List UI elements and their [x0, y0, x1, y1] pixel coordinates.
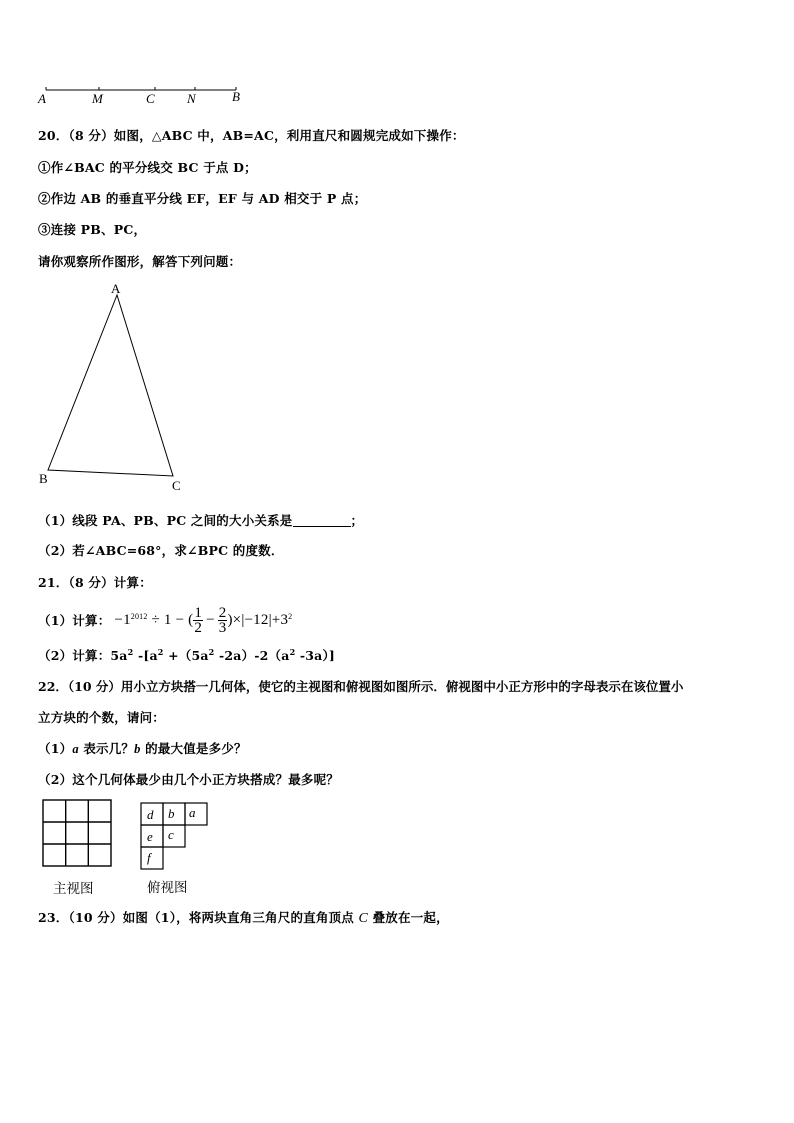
top-view-letter-b: b	[168, 806, 175, 821]
expr2-sup4: 2	[289, 646, 296, 657]
q22-header-line2: 立方块的个数，请问：	[38, 710, 166, 725]
q23-post: 叠放在一起，	[368, 910, 449, 925]
q20-header: 20．（8 分）如图，△ABC 中，AB=AC，利用直尺和圆规完成如下操作：	[38, 128, 465, 143]
q20-prompt: 请你观察所作图形，解答下列问题：	[38, 254, 242, 269]
q20-step3: ③连接 PB、PC，	[38, 222, 147, 237]
expr1-tail: )×|−12|+3	[227, 611, 289, 628]
expr2-sup3: 2	[208, 646, 215, 657]
expr2-part5: -3a）]	[295, 648, 336, 663]
expr1-minus-one: −1	[114, 611, 131, 628]
q22-part1-post: 的最大值是多少？	[140, 741, 247, 756]
segment-label-a: A	[38, 91, 46, 106]
expr1-minus: −	[206, 611, 215, 628]
triangle-figure	[40, 280, 190, 490]
top-view-caption: 俯视图	[147, 880, 188, 896]
q20-part1-text: （1）线段 PA、PB、PC 之间的大小关系是	[38, 513, 293, 528]
triangle-label-b: B	[39, 471, 48, 486]
q22-part1-mid: 表示几？	[78, 741, 135, 756]
front-view-figure	[40, 798, 115, 870]
q21-part1-label: （1）计算：	[38, 613, 111, 628]
q21-header: 21．（8 分）计算：	[38, 575, 152, 590]
q21-part2	[38, 646, 335, 664]
expr2-sup1: 2	[127, 646, 134, 657]
q20-step2: ②作边 AB 的垂直平分线 EF，EF 与 AD 相交于 P 点；	[38, 191, 367, 206]
frac1-numerator: 1	[194, 604, 203, 621]
expr2-part1: 5a	[110, 648, 128, 663]
q20-part1-end: ；	[350, 513, 364, 528]
q22-part2: （2）这个几何体最少由几个小正方块搭成？最多呢？	[38, 772, 339, 787]
expr1-exp-2012: 2012	[130, 611, 148, 621]
q21-part1	[38, 600, 292, 640]
q23-line	[38, 908, 449, 927]
expr1-exp-2: 2	[288, 611, 293, 621]
segment-label-b: B	[232, 89, 240, 104]
q20-part1	[38, 511, 363, 529]
top-view-letter-f: f	[147, 850, 151, 865]
q21-part2-label: （2）计算：	[38, 648, 111, 663]
frac1-denominator: 2	[194, 619, 203, 636]
q22-part1	[38, 739, 247, 757]
top-view-letter-a: a	[189, 805, 196, 820]
q22-part1-pre: （1）	[38, 741, 73, 756]
var-c: C	[358, 911, 369, 926]
expr2-part3: +（5a	[163, 648, 209, 663]
q21-expression1	[110, 606, 292, 635]
var-a: a	[72, 742, 79, 756]
q20-part2: （2）若∠ABC=68°，求∠BPC 的度数．	[38, 543, 284, 558]
expr2-part2: -[a	[133, 648, 158, 663]
triangle-label-a: A	[111, 281, 121, 296]
q20-step1: ①作∠BAC 的平分线交 BC 于点 D；	[38, 160, 257, 175]
expr2-sup2: 2	[157, 646, 164, 657]
segment-label-c: C	[146, 91, 155, 106]
segment-label-m: M	[92, 91, 103, 106]
answer-blank	[293, 514, 351, 527]
q22-header-line1: 22．（10 分）用小立方块搭一几何体，使它的主视图和俯视图如图所示．俯视图中小正方形中的字母表示在该位置小	[38, 679, 684, 694]
frac2-denominator: 3	[218, 619, 227, 636]
q21-expression2	[110, 648, 335, 663]
segment-figure	[36, 80, 246, 110]
expr2-part4: -2a）-2（a	[214, 648, 290, 663]
triangle-label-c: C	[172, 478, 181, 493]
segment-label-n: N	[187, 91, 196, 106]
top-view-letter-d: d	[147, 807, 154, 822]
top-view-letter-e: e	[147, 829, 153, 844]
expr1-fraction-half	[193, 606, 203, 635]
expr1-div-one: ÷ 1 − (	[147, 611, 194, 628]
q23-pre: 23．（10 分）如图（1），将两块直角三角尺的直角顶点	[38, 910, 359, 925]
front-view-caption: 主视图	[53, 881, 94, 897]
frac2-numerator: 2	[218, 604, 227, 621]
var-b: b	[134, 742, 141, 756]
expr1-fraction-two-thirds	[218, 606, 228, 635]
top-view-letter-c: c	[168, 827, 174, 842]
